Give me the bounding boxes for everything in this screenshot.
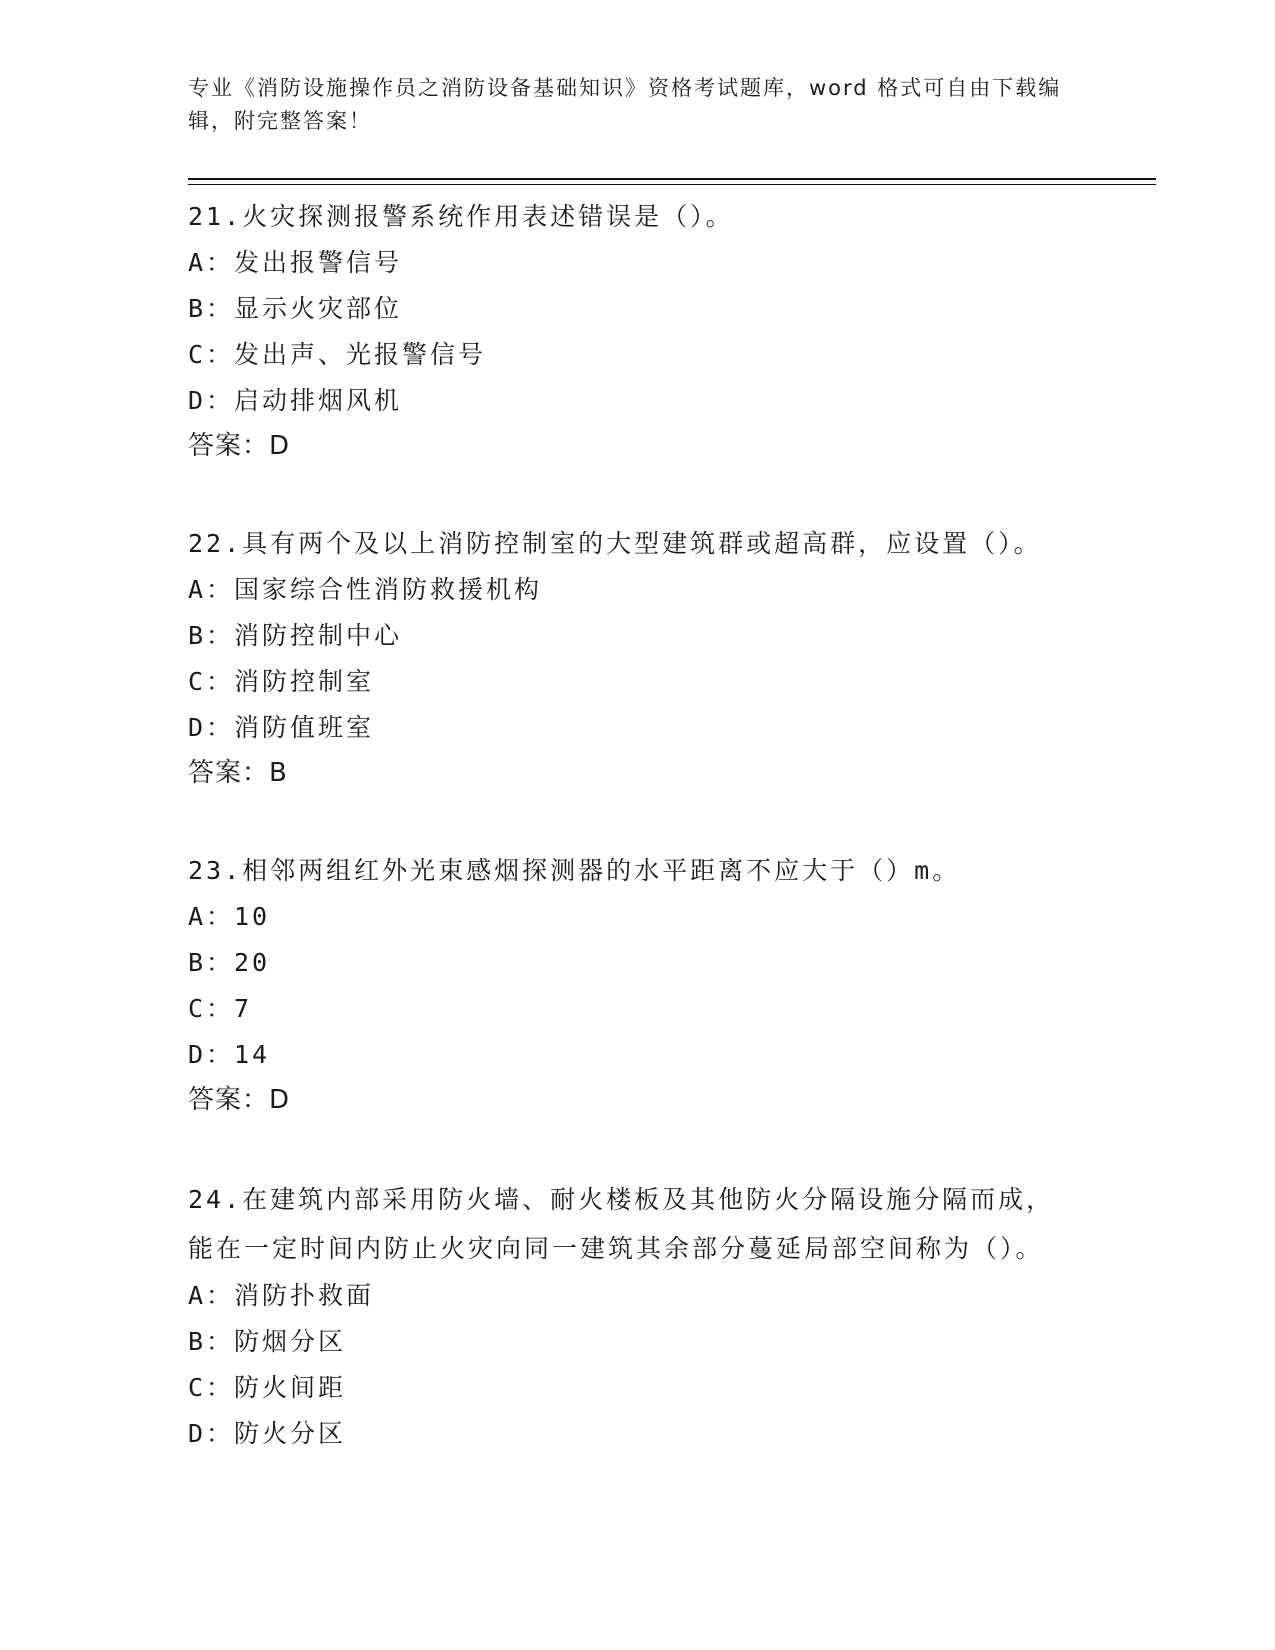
option-key: B： <box>188 948 235 977</box>
header-rule-thick <box>188 178 1156 180</box>
option-text: 发出报警信号 <box>234 248 403 277</box>
question-stem: 22.具有两个及以上消防控制室的大型建筑群或超高群，应设置（）。 <box>188 529 1042 558</box>
option-c <box>188 659 1088 705</box>
question-stem: 21.火灾探测报警系统作用表述错误是（）。 <box>188 202 734 231</box>
option-text: 消防扑救面 <box>234 1281 375 1310</box>
option-d <box>188 705 1088 751</box>
option-key: D： <box>188 1419 235 1448</box>
option-text: 国家综合性消防救援机构 <box>234 575 543 604</box>
question-23 <box>188 848 1088 1122</box>
option-text: 发出声、光报警信号 <box>234 340 487 369</box>
option-b <box>188 940 1088 986</box>
question-24 <box>188 1175 1088 1457</box>
option-a <box>188 567 1088 613</box>
option-text: 防烟分区 <box>234 1327 347 1356</box>
option-d <box>188 1032 1088 1078</box>
option-text: 消防控制室 <box>234 667 375 696</box>
question-list <box>188 194 1088 1510</box>
answer-label: 答案：D <box>188 431 291 461</box>
option-text: 10 <box>234 902 271 931</box>
option-a <box>188 1273 1088 1319</box>
option-b <box>188 613 1088 659</box>
option-text: 防火间距 <box>234 1373 347 1402</box>
option-c <box>188 332 1088 378</box>
option-key: C： <box>188 1373 235 1402</box>
option-key: B： <box>188 1327 235 1356</box>
option-text: 14 <box>234 1040 271 1069</box>
option-text: 消防控制中心 <box>234 621 403 650</box>
option-key: A： <box>188 575 235 604</box>
option-c <box>188 1365 1088 1411</box>
option-d <box>188 378 1088 424</box>
option-key: A： <box>188 1281 235 1310</box>
option-text: 启动排烟风机 <box>234 386 403 415</box>
question-stem: 23.相邻两组红外光束感烟探测器的水平距离不应大于（）m。 <box>188 856 961 885</box>
option-a <box>188 240 1088 286</box>
option-key: C： <box>188 994 235 1023</box>
option-text: 消防值班室 <box>234 713 375 742</box>
answer-label: 答案：B <box>188 758 288 788</box>
question-22 <box>188 521 1088 795</box>
option-b <box>188 1319 1088 1365</box>
option-b <box>188 286 1088 332</box>
option-key: C： <box>188 340 235 369</box>
option-key: D： <box>188 713 235 742</box>
option-key: D： <box>188 386 235 415</box>
question-21 <box>188 194 1088 468</box>
option-key: B： <box>188 294 235 323</box>
answer-label: 答案：D <box>188 1085 291 1115</box>
option-text: 20 <box>234 948 271 977</box>
option-key: D： <box>188 1040 235 1069</box>
option-key: A： <box>188 248 235 277</box>
header-rule-thin <box>188 184 1156 185</box>
document-header: 专业《消防设施操作员之消防设备基础知识》资格考试题库，word 格式可自由下载编辑，附完整答案！ <box>188 76 1062 133</box>
question-stem: 24.在建筑内部采用防火墙、耐火楼板及其他防火分隔设施分隔而成，能在一定时间内防止火灾向同一建筑其余部分蔓延局部空间称为（）。 <box>188 1185 1055 1263</box>
option-key: B： <box>188 621 235 650</box>
option-key: C： <box>188 667 235 696</box>
option-key: A： <box>188 902 235 931</box>
option-text: 防火分区 <box>234 1419 347 1448</box>
option-c <box>188 986 1088 1032</box>
option-text: 显示火灾部位 <box>234 294 403 323</box>
option-text: 7 <box>234 994 253 1023</box>
option-d <box>188 1411 1088 1457</box>
option-a <box>188 894 1088 940</box>
